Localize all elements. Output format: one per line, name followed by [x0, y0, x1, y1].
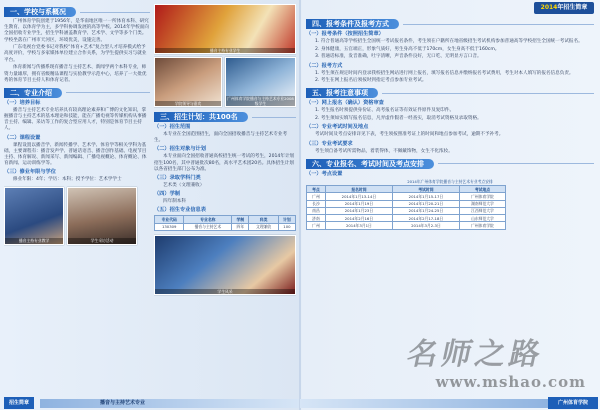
- s5-paragraph-4: 考生须自备考试所需物品，着装得体，不佩戴饰物，女生不化浓妆。: [315, 148, 453, 154]
- exam-table-header-cell: 考试时间: [392, 185, 459, 192]
- s4-subheading-1: （一）报考条件（按照招生简章）: [306, 31, 384, 37]
- exam-table-cell: 2014年3月2-3日: [392, 222, 459, 229]
- s4-paragraph-3: 3. 普通话标准，发音准确，吐字清晰，声音条件良好，无口吃、无明显方言口音。: [315, 54, 482, 60]
- s3-paragraph-4: 四年制本科: [163, 199, 186, 205]
- s3-paragraph-1: 本专业在全国范围招生，面向全国招收播音与主持艺术专业考生。: [154, 132, 288, 144]
- s4-paragraph-1: 1. 符合普通高等学校招生全国统一考试报名条件，考生须在户籍所在地省级招生考试机构参加普通高等学校招生全国统一考试报名。: [315, 39, 583, 45]
- s3-paragraph-3: 艺术类（文理兼收）: [163, 182, 205, 188]
- exam-table-cell: 2014年1月23日: [325, 207, 392, 214]
- s1-paragraph-3: 体育新闻与传播系现有播音与主持艺术、新闻学两个本科专业，师资力量雄厚，拥有省级精品课程与实验教学示范中心，培养了一大批优秀的体育节目主持人和体育记者。: [4, 65, 147, 83]
- photo-4-caption: 播音主持专业教学: [5, 238, 63, 243]
- photo-ceremony: [154, 4, 296, 54]
- exam-table-cell: 广州体育学院: [459, 193, 505, 200]
- s2-subheading-3: （三）修业年限与学位: [4, 169, 56, 176]
- s5-paragraph-1: 1. 考生报名时须提供身份证、高考报名证等有效证件原件及复印件。: [315, 108, 455, 114]
- s3-subheading-1: （一）招生范围: [154, 124, 191, 130]
- exam-table-cell: 南昌: [307, 207, 326, 214]
- exam-table-row: [307, 200, 506, 207]
- footer-right-label: 广州体育学院: [548, 397, 598, 409]
- exam-table-header-cell: 报名时间: [325, 185, 392, 192]
- right-page: [306, 16, 594, 346]
- s2-paragraph-1: 播音与主持艺术专业培养具有较高理论素养和广博的文化知识，掌握播音与主持艺术的基本理论和技能，能在广播电视等传媒机构从事播音主持、编辑、采访等工作的复合型应用人才，特别是体育节目主持人。: [4, 107, 147, 132]
- footer-left-subtitle: 播音与主持艺术专业: [100, 400, 146, 406]
- section-6-heading: [306, 159, 594, 169]
- s1-paragraph-1: 广州体育学院创建于1956年，是华南地区唯一一所体育本科、研究生教育、以体育学为主，多学科协调发展的高等学校。2014年学校面向全国招收专业学生，招生学科涵盖教育学、艺术学、文学等多个门类。学校坐落在广州市天河区，环境优美，设施完善。: [4, 19, 149, 43]
- exam-table-cell: 2014年1月19日: [325, 200, 392, 207]
- enrollment-table-header-cell: 专业名称: [184, 216, 232, 223]
- enrollment-table: [154, 215, 296, 231]
- section-4-title: 四、报考条件及报考方式: [306, 19, 399, 29]
- s3-subheading-5: （五）招生专业信息表: [154, 207, 206, 214]
- enrollment-table-cell: 文理兼收: [249, 223, 278, 230]
- exam-table-cell: 济南: [307, 215, 326, 222]
- section-3-heading: [154, 112, 296, 122]
- s2-subheading-1: （一）培养目标: [4, 99, 41, 106]
- s4-paragraph-4: 1. 考生须在规定时间内登录我校招生网站进行网上报名，填写报名信息并缴纳报名考试费用，考生对本人填写的报名信息负责。: [315, 70, 574, 76]
- photo-6-caption: 学生风采: [155, 289, 295, 294]
- section-1-title: 一、学校与系概况: [4, 7, 76, 17]
- page-fold: [299, 0, 301, 410]
- section-2-title: 二、专业介绍: [4, 88, 62, 98]
- photo-2-caption: 学院领导与嘉宾: [155, 101, 221, 106]
- s3-paragraph-2: 本专业面向全国招收普通高校招生统一考试的考生，2014年计划招生100名，其中普通批次80名，高水平艺术团20名。具体招生计划以各省招生部门公布为准。: [154, 154, 295, 172]
- section-6-title: 六、专业报名、考试时间及考点安排: [306, 159, 434, 169]
- enrollment-table-cell: 播音与主持艺术: [184, 223, 232, 230]
- calligraphy-watermark: 名师之路: [403, 337, 548, 372]
- exam-table-cell: 2014年1月15-17日: [392, 193, 459, 200]
- footer-left-label: 招生简章: [4, 397, 34, 409]
- left-column-b: [154, 4, 296, 394]
- s2-subheading-2: （二）课程设置: [4, 134, 41, 141]
- exam-table-row: [307, 215, 506, 222]
- footer-left: [0, 396, 299, 410]
- photo-class: [225, 57, 296, 107]
- s5-paragraph-3: 考试时间及考点安排详见下表，考生须按照准考证上的时间和地点参加考试，逾期不予补考。: [315, 132, 504, 138]
- s4-paragraph-5: 2. 考生在网上报名后须按时到指定考点参加专业考试。: [315, 78, 427, 84]
- exam-table-caption: 2014年广州体育学院播音与主持艺术专业考点安排: [407, 178, 493, 184]
- photo-3-caption: 广州体育学院播音与主持艺术专业2008级学生: [227, 95, 294, 106]
- s2-paragraph-2: 课程设置以播音学、新闻传播学、艺术学、体育学等相关学科为基础，主要课程有：播音发声学、普通话语音、播音创作基础、电视节目主持、体育解说、新闻采写、新闻编辑、广播电视概论、体育概论、体育新闻、运动训练学等。: [4, 142, 147, 167]
- exam-table-cell: 山东师范大学: [459, 215, 505, 222]
- enrollment-table-header-cell: 计划: [278, 216, 295, 223]
- s5-paragraph-2: 2. 考生须如实填写报名信息，凡弄虚作假者一经查实，取消考试资格及录取资格。: [315, 116, 482, 122]
- enrollment-table-header-cell: 学制: [232, 216, 249, 223]
- footer-right: [300, 396, 600, 410]
- badge-text: 年招生简章: [557, 4, 588, 11]
- enrollment-table-header-cell: 专业代码: [155, 216, 184, 223]
- s5-subheading-1: （一）网上报名（确认）资格审查: [306, 100, 384, 107]
- exam-table-row: [307, 207, 506, 214]
- enrollment-table-header-cell: 科类: [249, 216, 278, 223]
- enrollment-table-row: [155, 223, 296, 230]
- exam-table-cell: 2014年3月1日: [325, 222, 392, 229]
- s1-paragraph-2: 广东电视台党委书记对我校“体育+艺术”复合型人才培养模式给予高度评价，学校与多家媒体单位建立合作关系，为学生提供实习与就业平台。: [4, 45, 147, 63]
- s4-subheading-2: （二）报考方式: [306, 62, 343, 69]
- section-2-heading: [4, 88, 150, 98]
- section-5-heading: [306, 88, 594, 98]
- section-1-heading: [4, 7, 150, 17]
- exam-table-cell: 江西师范大学: [459, 207, 505, 214]
- exam-table-cell: 长沙: [307, 200, 326, 207]
- exam-table-cell: 广州体育学院: [459, 222, 505, 229]
- badge-year: 2014: [540, 4, 558, 11]
- s4-paragraph-2: 2. 身体健康，五官端正，形象气质好，男生身高不低于170cm，女生身高不低于160cm。: [315, 46, 500, 52]
- enrollment-table-cell: 100: [278, 223, 295, 230]
- exam-table-cell: 2014年2月17-18日: [392, 215, 459, 222]
- exam-table-cell: 广州: [307, 222, 326, 229]
- exam-table-header-cell: 考点: [307, 185, 326, 192]
- s3-subheading-4: （四）学制: [154, 191, 180, 198]
- photo-students: [67, 187, 137, 245]
- photo-leaders: [154, 57, 222, 107]
- section-5-title: 五、报考注意事项: [306, 88, 378, 98]
- left-column-a: [4, 4, 150, 394]
- s3-subheading-2: （二）招生对象与计划: [154, 146, 206, 153]
- exam-table-cell: 2014年1月24-25日: [392, 207, 459, 214]
- exam-table-row: [307, 222, 506, 229]
- s2-paragraph-3: 修业年限：4年；学历：本科；授予学位：艺术学学士: [13, 177, 122, 183]
- s5-subheading-3: （三）专业考试要求: [306, 140, 353, 147]
- s5-subheading-2: （二）专业考试时间及地点: [306, 124, 369, 131]
- enrollment-table-cell: 四年: [232, 223, 249, 230]
- exam-table-cell: 广州: [307, 193, 326, 200]
- enrollment-table-cell: 130309: [155, 223, 184, 230]
- s3-subheading-3: （三）录取学科门类: [154, 174, 201, 181]
- section-4-heading: [306, 19, 594, 29]
- exam-table-cell: 2014年1月20-21日: [392, 200, 459, 207]
- exam-table-cell: 湖南师范大学: [459, 200, 505, 207]
- exam-table-row: [307, 193, 506, 200]
- exam-table-header-cell: 考试地点: [459, 185, 505, 192]
- exam-schedule-table: [306, 185, 506, 230]
- photo-1-caption: 播音主持专业学生: [155, 48, 295, 53]
- exam-table-cell: 2014年2月16日: [325, 215, 392, 222]
- site-watermark: www.mshao.com: [435, 372, 586, 391]
- photo-anchor-desk: [4, 187, 64, 245]
- section-3-title: 三、招生计划：共100名: [154, 112, 248, 122]
- photo-gallery: [154, 235, 296, 295]
- photo-5-caption: 学生采访活动: [68, 238, 136, 243]
- year-badge: [534, 2, 594, 14]
- s6-subheading-1: （一）考点设置: [306, 170, 343, 177]
- exam-table-cell: 2014年1月13-14日: [325, 193, 392, 200]
